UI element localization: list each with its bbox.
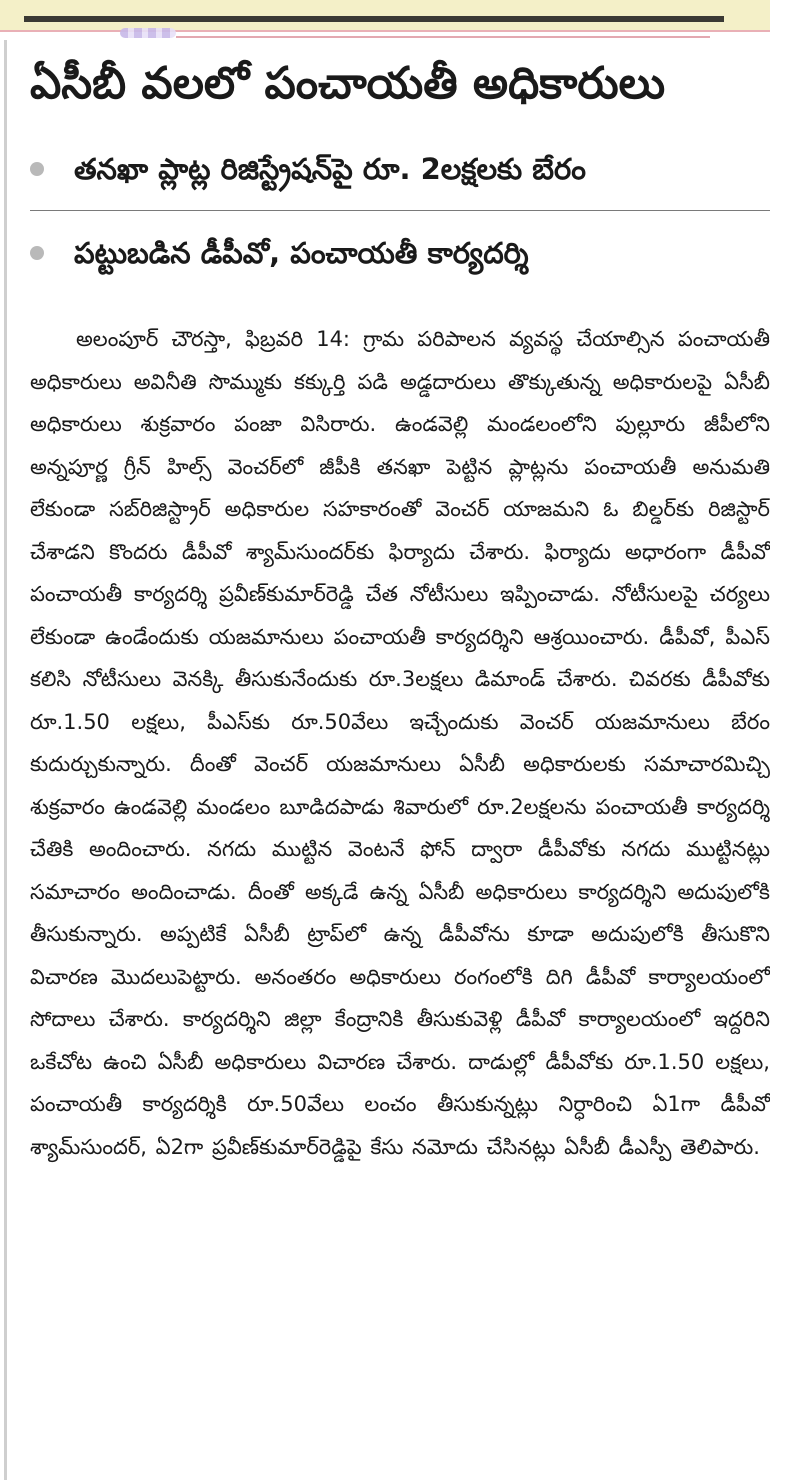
bullet-icon <box>30 246 44 260</box>
previous-article-fragment <box>0 0 770 32</box>
article-body: అలంపూర్ చౌరస్తా, ఫిబ్రవరి 14: గ్రామ పరిపాలన వ్యవస్థ చేయాల్సిన పంచాయతీ అధికారులు అవినీతి సొమ్ముకు కక్కుర్తి పడి అడ్డదారులు తొక్కుతున్న అధికారులపై ఏసీబీ అధికారులు శుక్రవారం పంజా విసిరారు. ఉండవెల్లి మండలంలోని పుల్లూరు జీపీలోని అన్నపూర్ణ గ్రీన్ హిల్స్ వెంచర్‌లో జీపీకి తనఖా పెట్టిన ప్లాట్లను పంచాయతీ అనుమతి లేకుండా సబ్‌రిజిస్ట్రార్ అధికారుల సహకారంతో వెంచర్ యాజమని ఓ బిల్డర్‌కు రిజిస్టార్ చేశాడని కొందరు డీపీవో శ్యామ్‌సుందర్‌కు ఫిర్యాదు చేశారు. ఫిర్యాదు అధారంగా డీపీవో పంచాయతీ కార్యదర్శి ప్రవీణ్‌కుమార్‌రెడ్డి చేత నోటీసులు ఇప్పించాడు. నోటీసులపై చర్యలు లేకుండా ఉండేందుకు యజమానులు పంచాయతీ కార్యదర్శిని ఆశ్రయించారు. డీపీవో, పీఎస్ కలిసి నోటీసులు వెనక్కి తీసుకునేందుకు రూ.3లక్షలు డిమాండ్ చేశారు. చివరకు డీపీవోకు రూ.1.50 లక్షలు, పీఎస్‌కు రూ.50వేలు ఇచ్చేందుకు వెంచర్ యజమానులు బేరం కుదుర్చుకున్నారు. దీంతో వెంచర్ యజమానులు ఏసీబీ అధికారులకు సమాచారమిచ్చి శుక్రవారం ఉండవెల్లి మండలం బూడిదపాడు శివారులో రూ.2లక్షలను పంచాయతీ కార్యదర్శి చేతికి అందించారు. నగదు ముట్టిన వెంటనే ఫోన్ ద్వారా డీపీవోకు నగదు ముట్టినట్లు సమాచారం అందించాడు. దీంతో అక్కడే ఉన్న ఏసీబీ అధికారులు కార్యదర్శిని అదుపులోకి తీసుకున్నారు. అప్పటికే ఏసీబీ ట్రాప్‌లో ఉన్న డీపీవోను కూడా అదుపులోకి తీసుకొని విచారణ మొదలుపెట్టారు. అనంతరం అధికారులు రంగంలోకి దిగి డీపీవో కార్యాలయంలో సోదాలు చేశారు. కార్యదర్శిని జిల్లా కేంద్రానికి తీసుకువెళ్లి డీపీవో కార్యాలయంలో ఇద్దరిని ఒకేచోట ఉంచి ఏసీబీ అధికారులు విచారణ చేశారు. దాడుల్లో డీపీవోకు రూ.1.50 లక్షలు, పంచాయతీ కార్యదర్శికి రూ.50వేలు లంచం తీసుకున్నట్లు నిర్ధారించి ఏ1గా డీపీవో శ్యామ్‌సుందర్, ఏ2గా ప్రవీణ్‌కుమార్‌రెడ్డిపై కేసు నమోదు చేసినట్లు ఏసీబీ డీఎస్పీ తెలిపారు. <box>30 327 770 1159</box>
top-divider-line <box>176 36 710 38</box>
article-headline: ఏసీబీ వలలో పంచాయతీ అధికారులు <box>30 58 666 109</box>
column-rule <box>4 40 7 1480</box>
cut-off-text-strip <box>24 0 724 22</box>
subheading-divider <box>30 210 770 211</box>
bullet-icon <box>30 162 44 176</box>
subheading-2 <box>30 236 770 271</box>
subheading-2-text: పట్టుబడిన డీపీవో, పంచాయతీ కార్యదర్శి <box>74 236 529 270</box>
decorative-ornament <box>120 28 176 38</box>
subheading-1 <box>30 152 770 187</box>
subheading-1-text: తనఖా ప్లాట్ల రిజిస్ట్రేషన్‌పై రూ. 2లక్షలకు బేరం <box>74 152 586 186</box>
